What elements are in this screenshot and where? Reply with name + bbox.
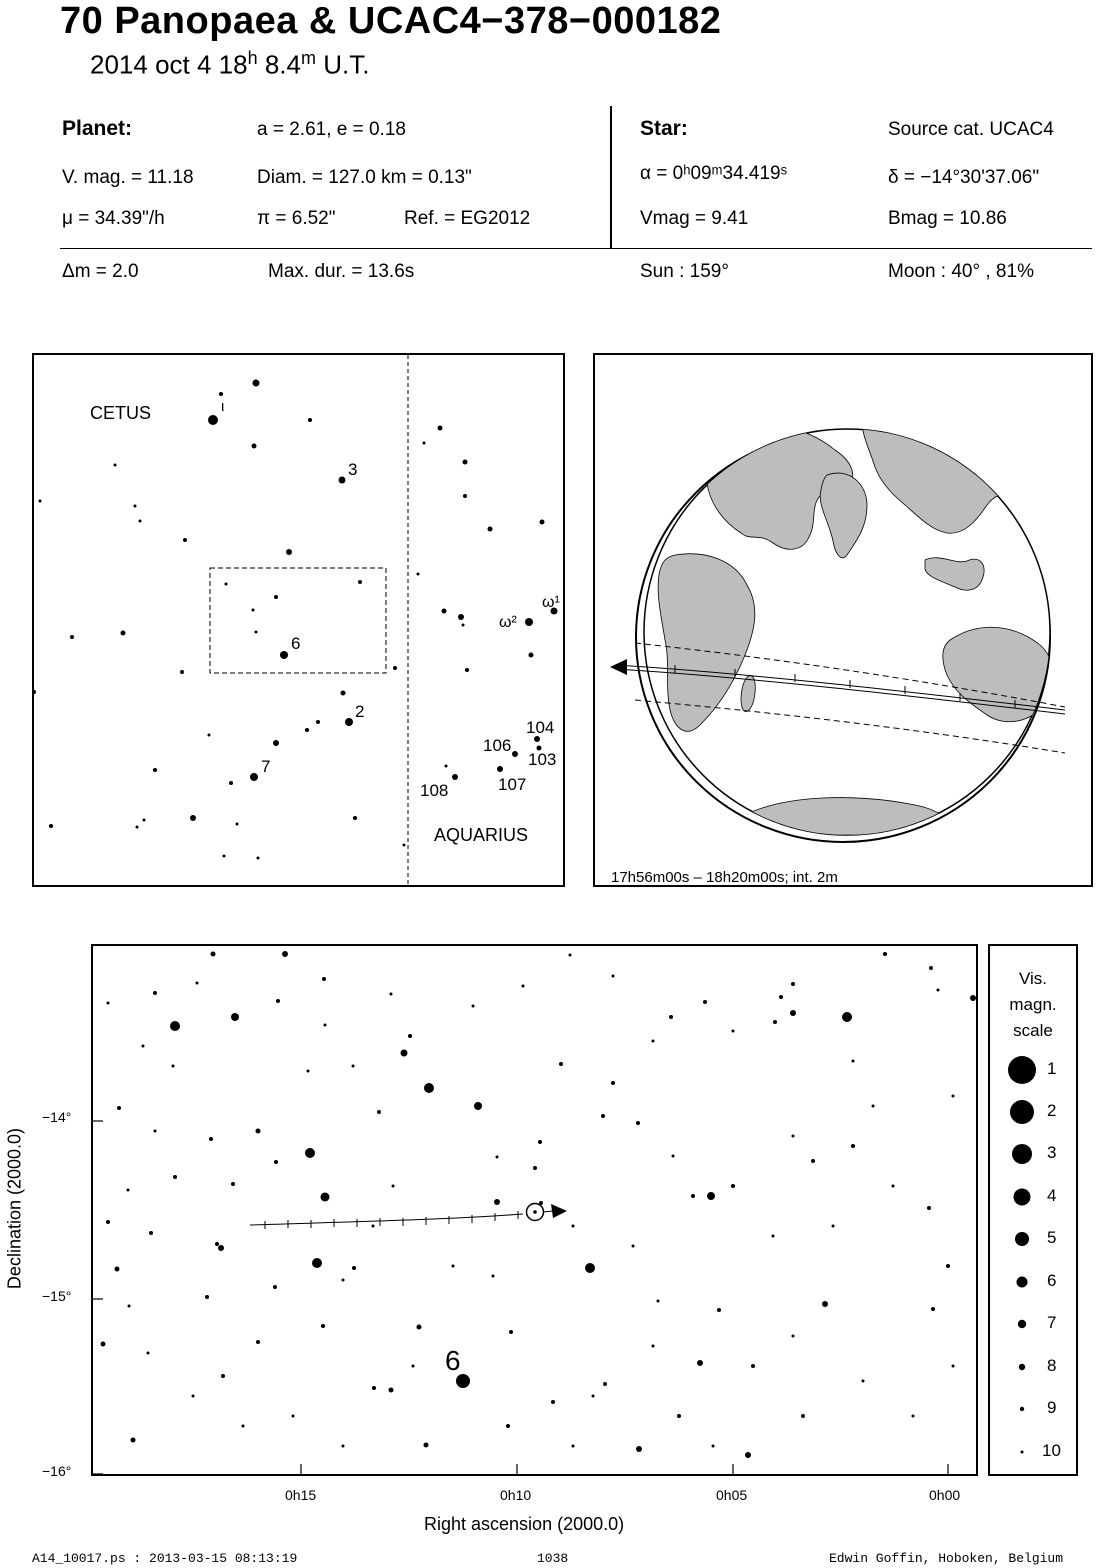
info-rule <box>60 248 1092 249</box>
star-declination: δ = −14°30'37.06" <box>888 167 1040 188</box>
star-label-3: 3 <box>348 460 358 479</box>
planet-orbit: a = 2.61, e = 0.18 <box>257 119 406 140</box>
star-vmag: Vmag = 9.41 <box>640 208 749 229</box>
sun-elongation: Sun : 159° <box>640 261 729 282</box>
planet-parallax: π = 6.52" <box>257 208 336 229</box>
constellation-aquarius: AQUARIUS <box>434 825 529 845</box>
event-time <box>90 48 369 81</box>
star-label-omega1: ω¹ <box>542 594 560 611</box>
delta-magnitude: Δm = 2.0 <box>62 261 139 282</box>
axis-ticks <box>93 1121 948 1474</box>
star-chart <box>91 944 978 1476</box>
star-source: Source cat. UCAC4 <box>888 119 1054 140</box>
magnitude-scale <box>988 944 1078 1476</box>
planet-diameter: Diam. = 127.0 km = 0.13" <box>257 167 472 188</box>
x-axis-label: Right ascension (2000.0) <box>424 1514 625 1534</box>
finder-chart <box>32 353 565 887</box>
mag-value-2: 2 <box>1047 1101 1057 1120</box>
mag-dot-7 <box>1018 1320 1026 1328</box>
star-label-omega2: ω² <box>499 614 517 631</box>
hour-unit: h <box>247 48 258 68</box>
mag-dot-10 <box>1021 1451 1024 1454</box>
field-stars-bright <box>170 951 976 1458</box>
footer-file: A14_10017.ps : 2013-03-15 08:13:19 <box>32 1551 298 1566</box>
mag-value-8: 8 <box>1047 1356 1057 1375</box>
moon-info: Moon : 40° , 81% <box>888 261 1034 282</box>
ytick-14: −14° <box>42 1109 72 1125</box>
xtick-0h10: 0h10 <box>500 1487 532 1503</box>
mag-dot-6 <box>1017 1277 1028 1288</box>
ytick-15: −15° <box>42 1288 72 1304</box>
mag-value-1: 1 <box>1047 1059 1057 1078</box>
star-label-104: 104 <box>526 718 555 737</box>
star-label-103: 103 <box>528 750 557 769</box>
target-star <box>533 1210 537 1214</box>
minute-text: 8.4 <box>257 49 301 80</box>
mag-scale-title-line: scale <box>1013 1021 1053 1040</box>
globe-svg <box>595 355 1091 885</box>
mag-value-5: 5 <box>1047 1228 1057 1247</box>
star-bmag: Bmag = 10.86 <box>888 208 1007 229</box>
chart-star-label-6: 6 <box>445 1345 461 1376</box>
max-duration: Max. dur. = 13.6s <box>268 261 415 282</box>
mag-value-7: 7 <box>1047 1313 1057 1332</box>
mag-dot-5 <box>1015 1232 1029 1246</box>
star-label-108: 108 <box>420 781 449 800</box>
star-label-7: 7 <box>261 757 271 776</box>
xtick-0h00: 0h00 <box>929 1487 961 1503</box>
star-label-iota: ι <box>221 398 225 415</box>
globe-time-caption: 17h56m00s – 18h20m00s; int. 2m <box>611 869 838 885</box>
planet-motion: μ = 34.39"/h <box>62 208 165 229</box>
constellation-cetus: CETUS <box>90 403 152 423</box>
page-title: 70 Panopaea & UCAC4−378−000182 <box>60 0 722 42</box>
mag-dot-9 <box>1020 1407 1024 1411</box>
shadow-direction-arrow <box>610 659 627 675</box>
finder-chart-svg <box>34 355 563 885</box>
info-divider <box>610 106 612 248</box>
asteroid-track <box>250 1214 523 1225</box>
mag-value-6: 6 <box>1047 1271 1057 1290</box>
xtick-0h15: 0h15 <box>285 1487 317 1503</box>
star-label-2: 2 <box>355 702 365 721</box>
mag-dot-4 <box>1014 1189 1031 1206</box>
mag-scale-title-line: magn. <box>1009 995 1057 1014</box>
mag-value-3: 3 <box>1047 1143 1057 1162</box>
mag-scale-title-line: Vis. <box>1018 969 1048 988</box>
ut-text: U.T. <box>315 49 370 80</box>
track-ticks <box>265 1211 518 1229</box>
star-right-ascension: α = 0ʰ09ᵐ34.419ˢ <box>640 163 788 184</box>
mag-dot-3 <box>1012 1144 1032 1164</box>
star-label-107: 107 <box>498 775 527 794</box>
globe-panel <box>593 353 1093 887</box>
field-stars-faint <box>101 952 955 1448</box>
mag-value-10: 10 <box>1042 1441 1061 1460</box>
ytick-16: −16° <box>42 1463 72 1479</box>
mag-value-9: 9 <box>1047 1398 1057 1417</box>
planet-reference: Ref. = EG2012 <box>404 208 531 229</box>
footer-author: Edwin Goffin, Hoboken, Belgium <box>829 1551 1064 1566</box>
asteroid-direction-arrow <box>551 1204 567 1218</box>
minute-unit: m <box>300 48 316 68</box>
planet-vmag: V. mag. = 11.18 <box>62 167 194 188</box>
star-chart-svg <box>93 946 976 1474</box>
star-heading: Star: <box>640 117 688 140</box>
finder-stars <box>34 380 558 860</box>
y-axis-label: Declination (2000.0) <box>4 1127 25 1290</box>
mag-dot-1 <box>1008 1056 1036 1084</box>
arrow-shaft <box>543 1211 553 1212</box>
mag-dot-2 <box>1010 1100 1034 1124</box>
star-label-6: 6 <box>291 634 301 653</box>
star-label-106: 106 <box>483 736 512 755</box>
xtick-0h05: 0h05 <box>716 1487 748 1503</box>
mag-scale-dots <box>990 946 1076 1474</box>
date-text: 2014 oct 4 18 <box>90 49 248 80</box>
mag-value-4: 4 <box>1047 1186 1057 1205</box>
planet-heading: Planet: <box>62 117 133 140</box>
mag-dot-8 <box>1019 1364 1025 1370</box>
footer-page: 1038 <box>537 1551 569 1566</box>
